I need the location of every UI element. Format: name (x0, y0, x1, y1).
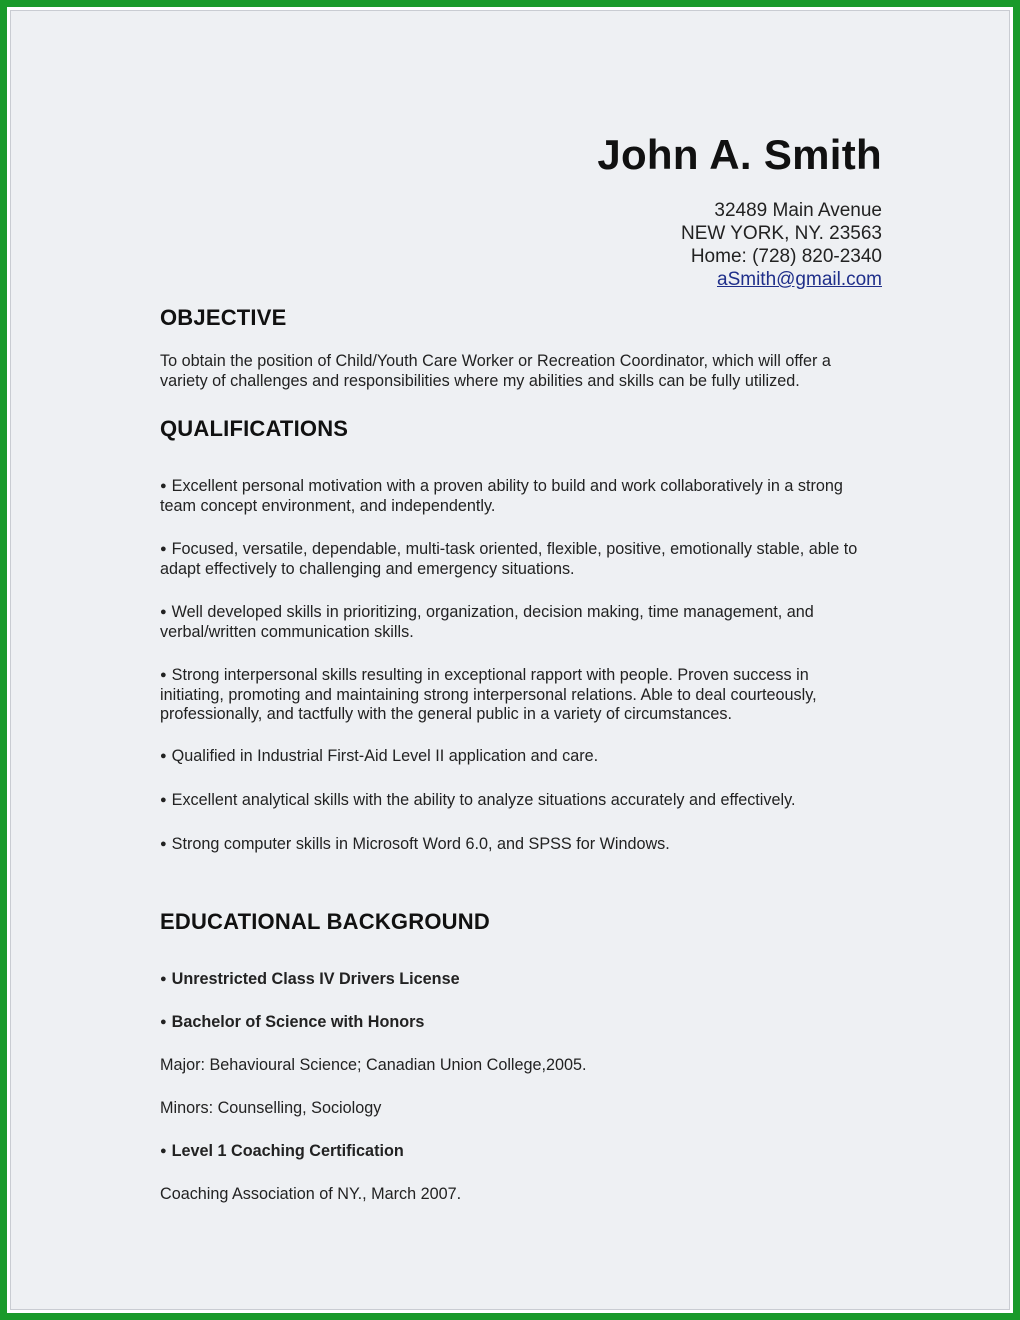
license-text: Unrestricted Class IV Drivers License (171, 970, 460, 988)
bullet-icon: ● (160, 606, 167, 618)
qualification-line (160, 560, 882, 580)
applicant-name: John A. Smith (597, 131, 882, 178)
education-section (160, 909, 882, 935)
qualification-item (160, 477, 882, 516)
qualification-text: professionally, and tactfully with the general public in a variety of circumstances. (160, 705, 732, 723)
address-line-1: 32489 Main Avenue (714, 200, 882, 221)
bullet-icon: ● (160, 480, 167, 492)
degree-text: Bachelor of Science with Honors (171, 1013, 425, 1031)
contact-info (160, 199, 882, 291)
objective-line: To obtain the position of Child/Youth Care Worker or Recreation Coordinator, which will offer a (160, 352, 831, 370)
bullet-icon: ● (160, 750, 167, 762)
qualification-text: Strong computer skills in Microsoft Word 6.0, and SPSS for Windows. (171, 835, 670, 853)
qualification-item (160, 747, 882, 767)
education-item-degree (160, 1013, 882, 1033)
resume-page (10, 10, 1010, 1310)
bullet-icon: ● (160, 669, 167, 681)
qualification-line (160, 603, 882, 623)
qualification-line (160, 747, 882, 767)
resume-header (160, 129, 882, 291)
qualification-line (160, 623, 882, 643)
education-minors: Minors: Counselling, Sociology (160, 1099, 382, 1117)
qualification-item (160, 666, 882, 725)
email-link[interactable]: aSmith@gmail.com (717, 269, 882, 290)
qualification-text: Excellent analytical skills with the ability to analyze situations accurately and effectively. (171, 791, 796, 809)
qualification-item (160, 540, 882, 579)
qualification-item (160, 603, 882, 642)
bullet-icon: ● (160, 1016, 167, 1028)
qualification-text: Focused, versatile, dependable, multi-task oriented, flexible, positive, emotionally stable, able to (171, 540, 858, 558)
qualification-line (160, 497, 882, 517)
qualification-line (160, 835, 882, 855)
qualifications-section (160, 416, 882, 442)
education-item-coaching (160, 1142, 882, 1162)
phone-number: Home: (728) 820-2340 (690, 246, 882, 267)
qualification-line (160, 686, 882, 706)
bullet-icon: ● (160, 838, 167, 850)
objective-text (160, 352, 882, 391)
qualification-line (160, 477, 882, 497)
qualification-text: team concept environment, and independently. (160, 496, 496, 515)
qualification-text: adapt effectively to challenging and emergency situations. (160, 559, 575, 578)
coaching-text: Level 1 Coaching Certification (171, 1142, 404, 1160)
education-major: Major: Behavioural Science; Canadian Union College,2005. (160, 1056, 587, 1074)
qualification-text: Well developed skills in prioritizing, organization, decision making, time management, and (171, 603, 814, 621)
qualifications-title: QUALIFICATIONS (160, 416, 349, 441)
bullet-icon: ● (160, 794, 167, 806)
qualification-item (160, 791, 882, 811)
qualification-item (160, 835, 882, 855)
qualification-text: initiating, promoting and maintaining strong interpersonal relations. Able to deal courteously, (160, 685, 817, 704)
objective-section (160, 305, 882, 391)
qualification-text: Excellent personal motivation with a proven ability to build and work collaboratively in a strong (171, 477, 843, 495)
qualification-line (160, 791, 882, 811)
address-line-2: NEW YORK, NY. 23563 (680, 223, 882, 244)
objective-title: OBJECTIVE (160, 305, 287, 330)
education-coaching-detail: Coaching Association of NY., March 2007. (160, 1185, 462, 1203)
qualification-text: Strong interpersonal skills resulting in exceptional rapport with people. Proven success in (171, 666, 809, 684)
objective-line: variety of challenges and responsibilities where my abilities and skills can be fully utilized. (160, 371, 800, 390)
bullet-icon: ● (160, 543, 167, 555)
bullet-icon: ● (160, 1145, 167, 1157)
qualification-line (160, 540, 882, 560)
qualification-line (160, 705, 882, 725)
qualification-text: verbal/written communication skills. (160, 622, 414, 641)
qualification-line (160, 666, 882, 686)
bullet-icon: ● (160, 973, 167, 985)
education-title: EDUCATIONAL BACKGROUND (160, 909, 490, 934)
qualification-text: Qualified in Industrial First-Aid Level II application and care. (171, 747, 599, 765)
education-item-license (160, 970, 882, 990)
